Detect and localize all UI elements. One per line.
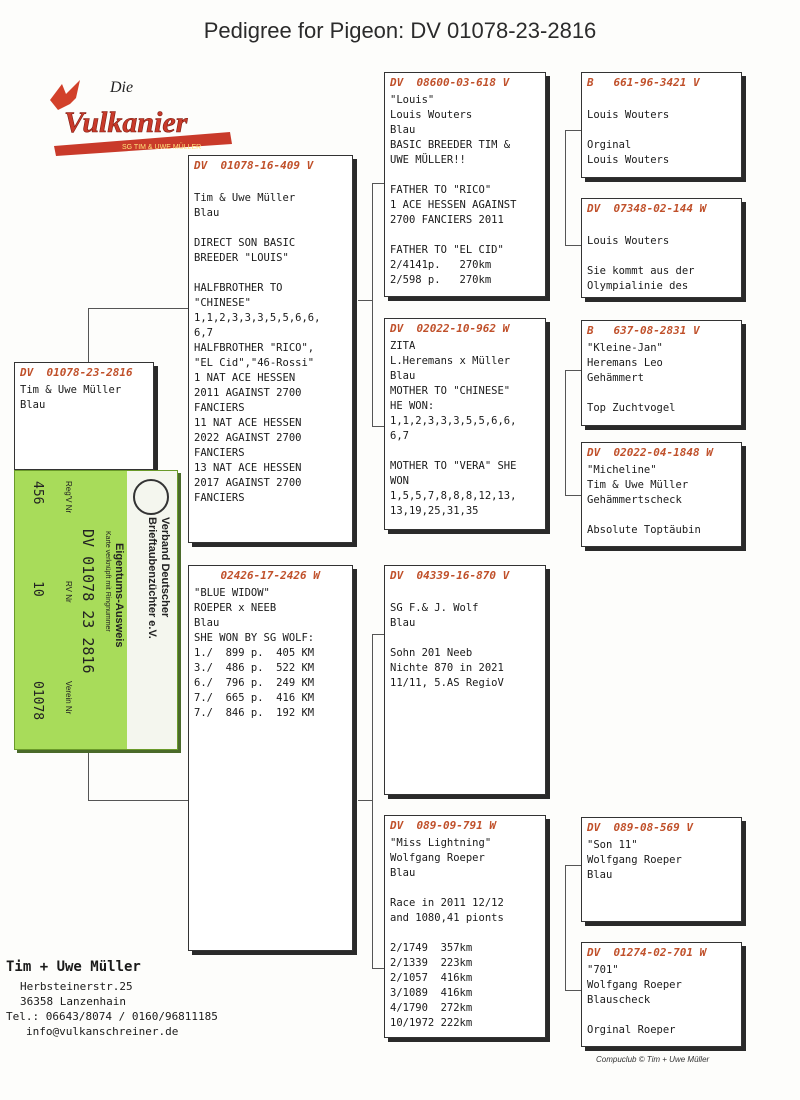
pigeon-info: ZITA L.Heremans x Müller Blau MOTHER TO "CHINESE" HE WON: 1,1,2,3,3,3,5,5,6,6, 6,7 MOTHER TO "VERA" SHE WON 1,5,5,7,8,8,8,12,13, 13,19,25,31,35 [390, 340, 517, 517]
sire-sire-dam-box [581, 198, 742, 298]
copyright-notice: Compuclub © Tim + Uwe Müller [596, 1055, 710, 1064]
sire-sire-sire-box [581, 72, 742, 178]
subject-pigeon-box [14, 362, 154, 470]
ring-number: 02426-17-2426 W [194, 569, 320, 582]
logo-text-sg: SG TIM & UWE MÜLLER [122, 144, 202, 151]
pigeon-info: "Micheline" Tim & Uwe Müller Gehämmertscheck Absolute Toptäubin [587, 464, 701, 536]
logo-text-vulkanier: Vulkanier [64, 106, 188, 139]
verein-label: Verein Nr [64, 681, 73, 715]
dam-dam-box [384, 815, 546, 1038]
dam-dam-sire-box [581, 817, 742, 922]
rv-label: RV Nr [64, 581, 73, 603]
verein-value: 01078 [30, 681, 45, 721]
sire-box [188, 155, 353, 543]
owner-city: 36358 Lanzenhain [20, 995, 126, 1008]
ring-number: DV 02022-10-962 W [390, 322, 510, 335]
association-logo-icon [133, 479, 169, 515]
pigeon-info: "BLUE WIDOW" ROEPER x NEEB Blau SHE WON BY SG WOLF: 1./ 899 p. 405 KM 3./ 486 p. 522 KM 6./ 796 p. 249 KM 7./ 665 p. 416 KM 7./ 846 p. 192 KM [194, 587, 315, 719]
pigeon-info: "701" Wolfgang Roeper Blauscheck Orginal Roeper [587, 964, 682, 1036]
ring-number: DV 04339-16-870 V [390, 569, 510, 582]
pigeon-info: Tim & Uwe Müller Blau DIRECT SON BASIC BREEDER "LOUIS" HALFBROTHER TO "CHINESE" 1,1,2,3,3,3,5,5,6,6, 6,7 HALFBROTHER "RICO", "EL Cid","46-Rossi" 1 NAT ACE HESSEN 2011 AGAINST 2700 FANCIERS 11 NAT ACE HESSEN 2022 AGAINST 2700 FANCIERS 13 NAT ACE HESSEN 2017 AGAINST 2700 FANCIERS [194, 192, 321, 504]
rv-value: 10 [30, 581, 45, 597]
ring-number: DV 02022-04-1848 W [587, 446, 713, 459]
pigeon-info: "Miss Lightning" Wolfgang Roeper Blau Race in 2011 12/12 and 1080,41 pionts 2/1749 357km 2/1339 223km 2/1057 416km 3/1089 416km 4/1790 272km 10/1972 222km [390, 837, 504, 1029]
ring-number: DV 089-08-569 V [587, 821, 693, 834]
ring-number: DV 089-09-791 W [390, 819, 496, 832]
pigeon-info: "Louis" Louis Wouters Blau BASIC BREEDER TIM & UWE MÜLLER!! FATHER TO "RICO" 1 ACE HESSEN AGAINST 2700 FANCIERS 2011 FATHER TO "EL CID" 2/4141p. 270km 2/598 p. 270km [390, 94, 517, 286]
pigeon-info: Louis Wouters Orginal Louis Wouters [587, 109, 670, 166]
ring-number: DV 01078-23-2816 [20, 366, 133, 379]
sire-dam-sire-box [581, 320, 742, 426]
sire-sire-box [384, 72, 546, 297]
card-subtitle: Karte verknüpft mit Ringnummer [104, 531, 111, 632]
card-organization: Verband Deutscher Brieftaubenzüchter e.V. [146, 517, 171, 639]
ring-number: DV 07348-02-144 W [587, 202, 707, 215]
dam-dam-dam-box [581, 942, 742, 1047]
owner-phone: Tel.: 06643/8074 / 0160/96811185 [6, 1010, 218, 1023]
pigeon-info: "Son 11" Wolfgang Roeper Blau [587, 839, 682, 881]
pigeon-info: SG F.& J. Wolf Blau Sohn 201 Neeb Nichte 870 in 2021 11/11, 5.AS RegioV [390, 602, 504, 689]
ownership-card [14, 470, 178, 750]
owner-name: Tim + Uwe Müller [6, 959, 141, 975]
ring-number: B 637-08-2831 V [587, 324, 700, 337]
pigeon-info: Tim & Uwe Müller Blau [20, 384, 122, 411]
owner-email: info@vulkanschreiner.de [26, 1025, 179, 1038]
pigeon-info: "Kleine-Jan" Heremans Leo Gehämmert Top Zuchtvogel [587, 342, 676, 414]
dam-box [188, 565, 353, 951]
pigeon-info: Louis Wouters Sie kommt aus der Olympialinie des [587, 235, 695, 292]
vulkanier-logo [40, 70, 240, 160]
card-title: Eigentums-Ausweis [113, 543, 125, 648]
regv-value: 456 [30, 481, 45, 505]
sire-dam-dam-box [581, 442, 742, 547]
ring-number: B 661-96-3421 V [587, 76, 700, 89]
card-ring-number: DV 01078 23 2816 [79, 529, 97, 674]
regv-label: Reg'V Nr [64, 481, 73, 514]
sire-dam-box [384, 318, 546, 530]
owner-address [6, 960, 218, 1039]
logo-text-die: Die [110, 79, 134, 96]
ring-number: DV 01274-02-701 W [587, 946, 707, 959]
card-header [127, 471, 177, 749]
ownership-card-content [15, 471, 177, 749]
ring-number: DV 08600-03-618 V [390, 76, 510, 89]
page-title: Pedigree for Pigeon: DV 01078-23-2816 [203, 18, 597, 43]
dam-sire-box [384, 565, 546, 795]
logo-graphic [40, 70, 240, 160]
owner-street: Herbsteinerstr.25 [20, 980, 133, 993]
ring-number: DV 01078-16-409 V [194, 159, 314, 172]
